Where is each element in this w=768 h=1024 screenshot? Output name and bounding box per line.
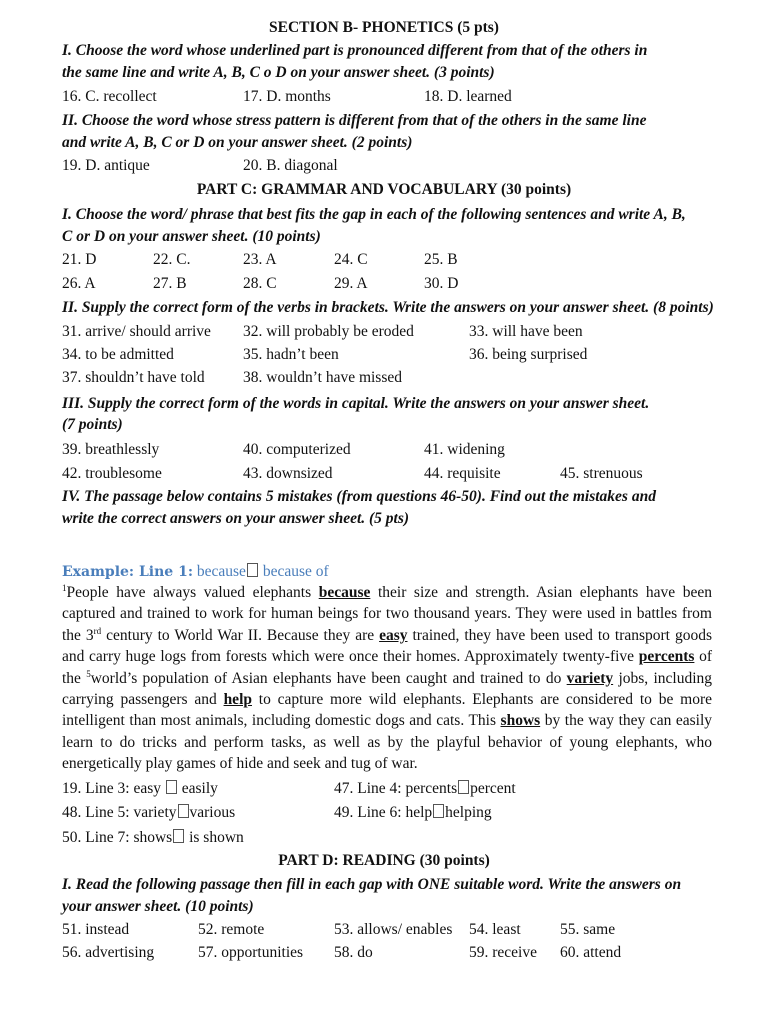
answer-27: 27. B: [153, 275, 187, 292]
answer-36: 36. being surprised: [469, 346, 588, 363]
correction-wrong: 48. Line 5: variety: [62, 804, 177, 821]
arrow-icon: [247, 563, 258, 577]
passage-text: world’s population of Asian elephants have been caught and trained to do: [90, 669, 567, 687]
answer-59: 59. receive: [469, 944, 537, 961]
correction-right: is shown: [185, 829, 244, 846]
correction-48: [62, 804, 235, 822]
answer-60: 60. attend: [560, 944, 622, 961]
answer-19: 19. D. antique: [62, 157, 150, 174]
correction-right: percent: [470, 780, 516, 797]
arrow-icon: [178, 804, 189, 818]
answer-44: 44. requisite: [424, 465, 501, 482]
grammar-iv-instruction-1: IV. The passage below contains 5 mistakes (from questions 46-50). Find out the mistakes and: [62, 488, 656, 505]
passage-text: jobs, including carrying passengers and: [62, 669, 712, 709]
answer-37: 37. shouldn’t have told: [62, 369, 205, 386]
passage-text: People have always valued elephants: [66, 584, 319, 601]
marked-word: variety: [566, 669, 614, 687]
answer-56: 56. advertising: [62, 944, 155, 961]
answer-33: 33. will have been: [469, 323, 583, 340]
grammar-i-instruction-1: I. Choose the word/ phrase that best fits the gap in each of the following sentences and write A, B,: [62, 206, 686, 223]
answer-31: 31. arrive/ should arrive: [62, 323, 211, 340]
answer-row: [0, 921, 768, 943]
answer-row: [0, 275, 768, 297]
correction-right: easily: [177, 780, 218, 797]
grammar-iv-instruction-2: write the correct answers on your answer sheet. (5 pts): [62, 510, 410, 527]
correction-row: [0, 804, 768, 826]
correction-row: [0, 780, 768, 802]
grammar-iii-instruction-2: (7 points): [62, 416, 123, 433]
answer-58: 58. do: [334, 944, 373, 961]
phonetics-ii-instruction-2: and write A, B, C or D on your answer sheet. (2 points): [62, 134, 413, 151]
correction-19: [62, 780, 218, 798]
answer-45: 45. strenuous: [560, 465, 643, 482]
answer-43: 43. downsized: [243, 465, 333, 482]
answer-21: 21. D: [62, 251, 97, 268]
line-number: 1: [62, 582, 67, 593]
answer-row: [0, 441, 768, 463]
grammar-i-instruction-2: C or D on your answer sheet. (10 points): [62, 228, 321, 245]
correction-wrong: 47. Line 4: percents: [334, 780, 458, 797]
answer-17: 17. D. months: [243, 88, 331, 105]
answer-row: [0, 369, 768, 391]
grammar-ii-instruction: II. Supply the correct form of the verbs in brackets. Write the answers on your answer sheet. (8 points): [62, 299, 714, 316]
marked-word: easy: [379, 626, 408, 644]
answer-28: 28. C: [243, 275, 277, 292]
answer-42: 42. troublesome: [62, 465, 162, 482]
ordinal-suffix: rd: [93, 625, 102, 636]
example-correct-word: because of: [258, 563, 329, 580]
answer-34: 34. to be admitted: [62, 346, 174, 363]
answer-35: 35. hadn’t been: [243, 346, 339, 363]
arrow-icon: [173, 829, 184, 843]
marked-word: shows: [500, 712, 541, 730]
answer-40: 40. computerized: [243, 441, 351, 458]
answer-row: [0, 944, 768, 966]
answer-55: 55. same: [560, 921, 616, 938]
answer-row: [0, 465, 768, 487]
reading-i-instruction-2: your answer sheet. (10 points): [62, 898, 254, 915]
answer-row: [0, 157, 768, 179]
answer-row: [0, 323, 768, 345]
error-passage: [62, 582, 712, 775]
answer-24: 24. C: [334, 251, 368, 268]
answer-row: [0, 88, 768, 110]
correction-row: [0, 829, 768, 851]
marked-word: because: [318, 584, 371, 601]
correction-wrong: 19. Line 3: easy: [62, 780, 165, 797]
example-label: Example: Line 1:: [62, 564, 193, 580]
answer-52: 52. remote: [198, 921, 265, 938]
passage-text: by the way they can easily learn to do tricks and perform tasks, as well as by the playful behavior of young elephants, who energetically play games of hide and seek and tug of war.: [62, 712, 713, 773]
answer-29: 29. A: [334, 275, 368, 292]
answer-row: [0, 346, 768, 368]
answer-30: 30. D: [424, 275, 459, 292]
example-line: [62, 563, 329, 581]
part-c-title: PART C: GRAMMAR AND VOCABULARY (30 points): [196, 181, 572, 198]
answer-16: 16. C. recollect: [62, 88, 157, 105]
passage-text: to capture more wild elephants. Elephants are considered to be more intelligent than most animals, including domestic dogs and cats. This: [62, 691, 712, 730]
marked-word: help: [223, 691, 252, 709]
answer-53: 53. allows/ enables: [334, 921, 453, 938]
arrow-icon: [458, 780, 469, 794]
line-number: 5: [86, 668, 91, 679]
answer-38: 38. wouldn’t have missed: [243, 369, 403, 386]
answer-20: 20. B. diagonal: [243, 157, 338, 174]
passage-text: of the: [62, 648, 712, 687]
reading-i-instruction-1: I. Read the following passage then fill in each gap with ONE suitable word. Write the answers on: [62, 876, 682, 893]
phonetics-ii-instruction-1: II. Choose the word whose stress pattern is different from that of the others in the same line: [62, 112, 647, 129]
answer-row: [0, 251, 768, 273]
correction-right: helping: [445, 804, 492, 821]
correction-right: various: [189, 804, 236, 821]
answer-39: 39. breathlessly: [62, 441, 160, 458]
correction-wrong: 49. Line 6: help: [334, 804, 433, 821]
correction-50: [62, 829, 244, 847]
answer-51: 51. instead: [62, 921, 130, 938]
answer-18: 18. D. learned: [424, 88, 512, 105]
answer-32: 32. will probably be eroded: [243, 323, 414, 340]
correction-47: [334, 780, 516, 798]
passage-text: trained, they have been used to transport goods and carry huge logs from forests which were once their homes. Approximately twenty-five: [62, 626, 712, 666]
marked-word: percents: [638, 648, 695, 666]
correction-49: [334, 804, 492, 822]
answer-25: 25. B: [424, 251, 458, 268]
phonetics-i-instruction-1: I. Choose the word whose underlined part is pronounced different from that of the others in: [62, 42, 648, 59]
answer-26: 26. A: [62, 275, 96, 292]
phonetics-i-instruction-2: the same line and write A, B, C o D on your answer sheet. (3 points): [62, 64, 495, 81]
correction-wrong: 50. Line 7: shows: [62, 829, 173, 846]
example-wrong-word: because: [193, 563, 246, 580]
answer-22: 22. C.: [153, 251, 191, 268]
passage-text: century to World War II. Because they are: [101, 626, 380, 644]
answer-57: 57. opportunities: [198, 944, 304, 961]
answer-23: 23. A: [243, 251, 277, 268]
arrow-icon: [166, 780, 177, 794]
section-b-title: SECTION B- PHONETICS (5 pts): [269, 19, 499, 36]
grammar-iii-instruction-1: III. Supply the correct form of the words in capital. Write the answers on your answer sheet.: [62, 395, 650, 412]
part-d-title: PART D: READING (30 points): [278, 852, 490, 869]
answer-54: 54. least: [469, 921, 521, 938]
passage-text: their size and strength. Asian elephants have been captured and trained to work for human beings for two thousand years. They were used in battles from the 3: [62, 584, 712, 644]
arrow-icon: [433, 804, 444, 818]
answer-41: 41. widening: [424, 441, 505, 458]
